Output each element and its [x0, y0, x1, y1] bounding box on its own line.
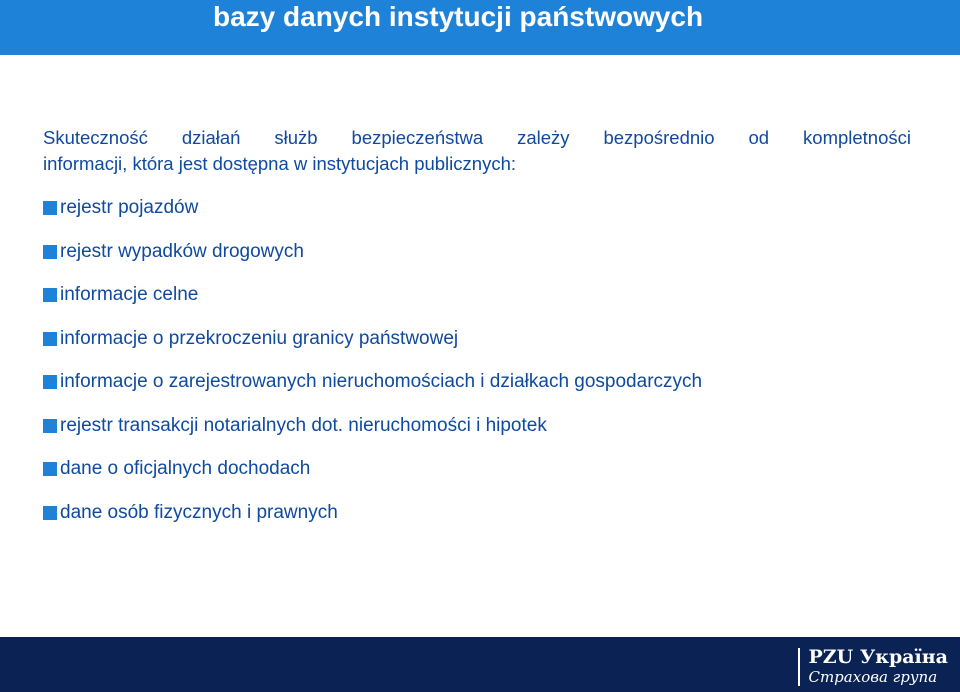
intro-line-2: informacji, która jest dostępna w instytucjach publicznych:	[43, 153, 516, 174]
bullet-square-icon	[43, 332, 57, 346]
slide-title: bazy danych instytucji państwowych	[213, 1, 704, 32]
list-item	[43, 195, 702, 239]
bullet-square-icon	[43, 506, 57, 520]
logo-divider	[798, 648, 800, 686]
intro-paragraph	[43, 125, 911, 177]
list-item-text: rejestr transakcji notarialnych dot. nieruchomości i hipotek	[60, 414, 547, 436]
bullet-square-icon	[43, 419, 57, 433]
bullet-square-icon	[43, 245, 57, 259]
intro-line-1: Skuteczność działań służb bezpieczeństwa zależy bezpośrednio od kompletności	[43, 127, 911, 148]
bullet-square-icon	[43, 375, 57, 389]
list-item	[43, 500, 702, 544]
list-item	[43, 413, 702, 457]
list-item	[43, 456, 702, 500]
pzu-logo	[798, 647, 948, 687]
list-item	[43, 369, 702, 413]
bullet-square-icon	[43, 288, 57, 302]
list-item-text: informacje o zarejestrowanych nieruchomościach i działkach gospodarczych	[60, 371, 703, 392]
list-item-text: rejestr wypadków drogowych	[60, 240, 304, 262]
list-item	[43, 282, 702, 326]
logo-tagline: Страхова група	[808, 668, 938, 686]
list-item	[43, 326, 702, 370]
list-item-text: dane o oficjalnych dochodach	[60, 458, 311, 479]
footer-bar	[0, 637, 960, 692]
bullet-list	[43, 195, 702, 543]
bullet-square-icon	[43, 462, 57, 476]
bullet-square-icon	[43, 201, 57, 215]
logo-brand-name: PZU Україна	[808, 646, 948, 668]
logo-text	[808, 647, 948, 687]
list-item-text: informacje o przekroczeniu granicy państwowej	[60, 327, 459, 349]
list-item-text: informacje celne	[60, 284, 199, 305]
list-item-text: dane osób fizycznych i prawnych	[60, 501, 338, 523]
list-item-text: rejestr pojazdów	[60, 197, 199, 218]
list-item	[43, 239, 702, 283]
title-bar	[0, 0, 960, 55]
